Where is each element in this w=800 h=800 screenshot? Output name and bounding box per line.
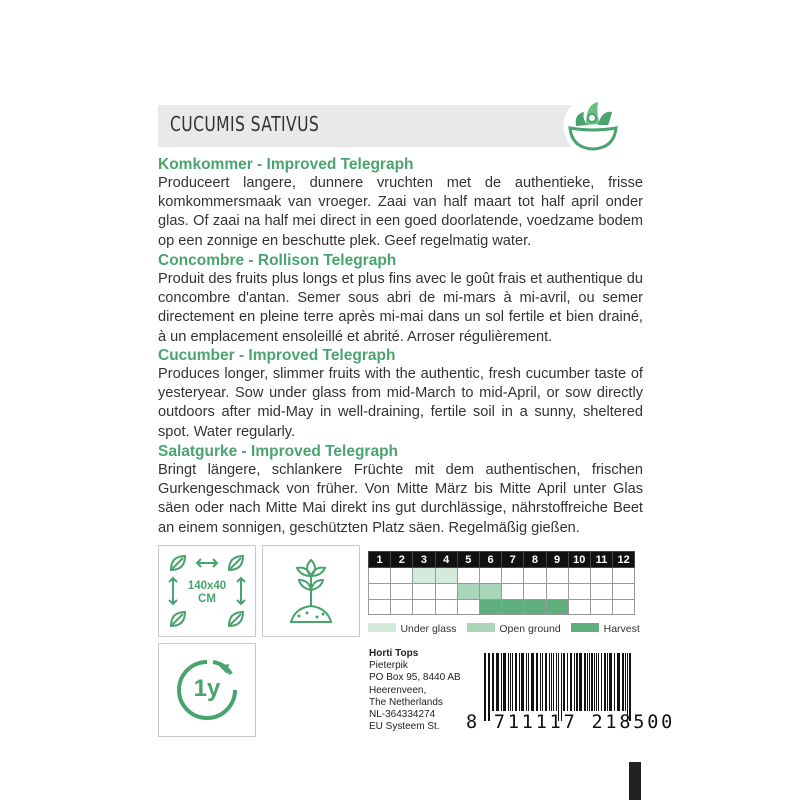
calendar-cell — [568, 599, 590, 615]
barcode-bar — [542, 653, 543, 711]
calendar-cell — [457, 599, 479, 615]
barcode-bar — [536, 653, 538, 711]
barcode-bar — [496, 653, 499, 711]
calendar-cell — [590, 568, 612, 584]
calendar-cell — [391, 583, 413, 599]
month-header: 4 — [435, 552, 457, 568]
calendar-cell — [546, 583, 568, 599]
calendar-table — [368, 551, 635, 615]
spacing-dimensions: 140x40 — [187, 580, 227, 592]
barcode-bar — [622, 653, 624, 711]
calendar-cell — [568, 568, 590, 584]
calendar-cell — [413, 583, 435, 599]
calendar-cell — [457, 568, 479, 584]
barcode-bar — [488, 653, 490, 721]
latin-name: CUCUMIS SATIVUS — [170, 112, 320, 136]
spacing-icon-box — [158, 545, 256, 637]
section-en — [158, 347, 643, 442]
barcode-bar — [609, 653, 612, 711]
month-header: 9 — [546, 552, 568, 568]
legend-under-glass: Under glass — [400, 623, 457, 635]
supplier-address — [369, 648, 461, 733]
calendar-cell — [502, 568, 524, 584]
sowing-icon-box — [262, 545, 360, 637]
barcode-bar — [508, 653, 509, 711]
calendar-cell — [568, 583, 590, 599]
legend-open-ground: Open ground — [499, 623, 561, 635]
barcode-bar — [528, 653, 529, 711]
barcode-bar — [556, 653, 557, 711]
address-line: NL-364334274 — [369, 709, 436, 721]
barcode-bar — [540, 653, 541, 711]
month-header: 5 — [457, 552, 479, 568]
calendar-cell — [435, 568, 457, 584]
barcode-bar — [594, 653, 595, 711]
barcode-bar — [492, 653, 494, 711]
barcode-bar — [553, 653, 554, 711]
annual-label: 1y — [193, 675, 221, 702]
barcode-bar — [501, 653, 502, 711]
month-header: 8 — [524, 552, 546, 568]
address-line: PO Box 95, 8440 AB — [369, 672, 461, 684]
month-header: 1 — [369, 552, 391, 568]
barcode-bar — [591, 653, 593, 711]
barcode-bar — [567, 653, 568, 711]
barcode-bar — [589, 653, 590, 711]
calendar-cell — [524, 599, 546, 615]
calendar-cell — [413, 599, 435, 615]
barcode-bar — [598, 653, 599, 711]
month-header: 12 — [613, 552, 635, 568]
barcode-bar — [515, 653, 517, 711]
packet-edge-strip — [629, 762, 641, 800]
address-line: EU Systeem St. — [369, 721, 440, 733]
address-line: Heerenveen, — [369, 684, 427, 696]
calendar-cell — [524, 568, 546, 584]
barcode-bar — [563, 653, 565, 711]
calendar-cell — [590, 583, 612, 599]
calendar-cell — [502, 583, 524, 599]
calendar-cell — [457, 583, 479, 599]
calendar-cell — [435, 599, 457, 615]
barcode-number: 8 711117 218500 — [466, 712, 676, 733]
calendar-cell — [369, 583, 391, 599]
barcode-bar — [617, 653, 620, 711]
section-text: Produces longer, slimmer fruits with the authentic, fresh cucumber taste of yesteryear. Sow under glass from mid-March to mid-April, or sow directly outdoors after mid-May in well-draining, fertile soil in a sunny, sheltered spot. Water regularly. — [158, 366, 643, 440]
barcode-bar — [551, 653, 552, 711]
sprouting-plant-icon — [263, 546, 359, 636]
month-header: 6 — [479, 552, 501, 568]
barcode-bar — [584, 653, 586, 711]
calendar-cell — [590, 599, 612, 615]
barcode-bar — [579, 653, 582, 711]
barcode-bar — [561, 653, 562, 721]
calendar-cell — [479, 599, 501, 615]
calendar-cell — [613, 599, 635, 615]
barcode-bar — [629, 653, 631, 721]
company-name: Horti Tops — [369, 648, 419, 659]
salad-bowl-icon — [562, 92, 624, 156]
section-text: Produit des fruits plus longs et plus fins avec le goût frais et authentique du concombre d'antan. Semer sous abri de mi-mars à mi-avril, ou semer directement en pleine terre après mi-mai dans un sol fertile et bien drainé, à un emplacement ensoleillé et abrité. Arroser régulièrement. — [158, 271, 643, 345]
address-line: The Netherlands — [369, 696, 443, 708]
barcode-bar — [596, 653, 597, 711]
barcode-bar — [510, 653, 511, 711]
section-de — [158, 443, 643, 538]
section-text: Produceert langere, dunnere vruchten met de authentieke, frisse komkommersmaak van vroeger. Zaai van half maart tot half april onder glas. Of zaai na half mei direct in een goed doorlatende, voedzame bodem op een zonnige en beschutte plek. Geef regelmatig water. — [158, 175, 643, 249]
barcode-bar — [526, 653, 527, 711]
barcode-bar — [531, 653, 534, 711]
barcode-bar — [625, 653, 626, 711]
legend-swatch-under-glass — [368, 623, 396, 632]
section-fr — [158, 252, 643, 347]
calendar-cell — [369, 568, 391, 584]
month-header: 11 — [590, 552, 612, 568]
barcode-bar — [587, 653, 588, 711]
barcode-bar — [545, 653, 547, 711]
calendar-cell — [435, 583, 457, 599]
calendar-cell — [479, 568, 501, 584]
legend-swatch-open-ground — [467, 623, 495, 632]
barcode-bar — [519, 653, 520, 711]
section-text: Bringt längere, schlankere Früchte mit dem authentischen, frischen Gurkengeschmack von früher. Von Mitte März bis Mitte April unter Glas säen oder nach Mitte Mai direkt ins gut durchlässige, nährstoffreiche Beet an einem sonnigen, geschützten Platz säen. Regelmäßig gießen. — [158, 462, 643, 536]
calendar-cell — [613, 568, 635, 584]
calendar-cell — [391, 568, 413, 584]
spacing-unit: CM — [198, 593, 216, 605]
legend-swatch-harvest — [571, 623, 599, 632]
barcode-bar — [607, 653, 608, 711]
month-header: 10 — [568, 552, 590, 568]
month-header: 3 — [413, 552, 435, 568]
barcode-bar — [614, 653, 615, 711]
section-title: Salatgurke - Improved Telegraph — [158, 443, 399, 460]
barcode-bar — [601, 653, 602, 711]
barcode-bar — [576, 653, 578, 711]
section-title: Concombre - Rollison Telegraph — [158, 252, 397, 269]
barcode-bar — [484, 653, 486, 721]
barcode-bar — [549, 653, 550, 711]
calendar-cell — [391, 599, 413, 615]
barcode-bar — [558, 653, 559, 721]
annual-icon-box — [158, 643, 256, 737]
address-line: Pieterpik — [369, 660, 408, 672]
calendar-cell — [546, 568, 568, 584]
section-title: Cucumber - Improved Telegraph — [158, 347, 396, 364]
calendar-cell — [502, 599, 524, 615]
month-header: 2 — [391, 552, 413, 568]
barcode-bar — [503, 653, 506, 711]
calendar-legend — [368, 619, 640, 637]
barcode-bar — [512, 653, 513, 711]
barcode-bar — [627, 653, 628, 721]
legend-harvest: Harvest — [603, 623, 640, 635]
calendar-cell — [479, 583, 501, 599]
section-title: Komkommer - Improved Telegraph — [158, 156, 414, 173]
barcode-bar — [604, 653, 606, 711]
calendar-cell — [524, 583, 546, 599]
barcode-bar — [521, 653, 524, 711]
calendar-cell — [613, 583, 635, 599]
barcode-bar — [570, 653, 572, 711]
calendar-cell — [413, 568, 435, 584]
month-header: 7 — [502, 552, 524, 568]
section-nl — [158, 156, 643, 251]
calendar-cell — [546, 599, 568, 615]
calendar-cell — [369, 599, 391, 615]
barcode-bar — [574, 653, 575, 711]
sowing-calendar — [368, 551, 635, 615]
